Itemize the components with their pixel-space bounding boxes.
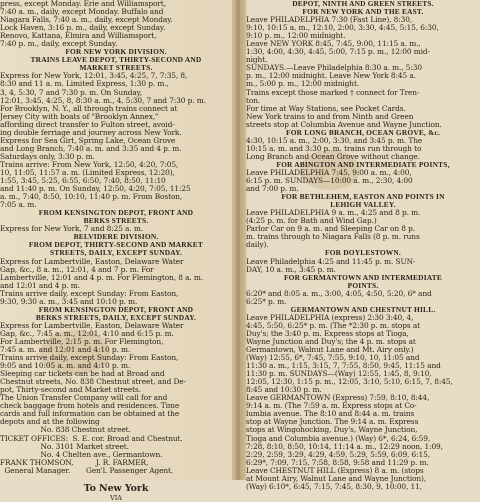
timetable-line: (Way) 6:10*, 6:45, 7:15, 7:45, 8:30, 9, 10:00, 11, — [246, 481, 422, 491]
section-heading: FROM DEPOT, THIRTY-SECOND AND MARKET — [28, 240, 204, 250]
timetable-line: Leave PHILADELPHIA 7:30 (Fast Line), 8:30, — [246, 15, 413, 25]
section-heading: BERKS STREETS, DAILY, EXCEPT SUNDAY. — [35, 312, 197, 322]
section-heading: LEHIGH VALLEY. — [330, 200, 396, 210]
timetable-line: m. trains through to Niagara Falls (8 p. m. runs — [246, 232, 420, 242]
timetable-line: New York trains to and from Ninth and Green — [246, 111, 414, 121]
timetable-line: No. 3101 Market street. — [0, 441, 129, 451]
timetable-line: DAY, 10 a. m., 3:45 p. m. — [246, 264, 336, 274]
timetable-line: 11:30 p. m. SUNDAYS—(Way) 12:55, 1:45, 8, 9:10, — [246, 369, 432, 379]
timetable-line: 12:05, 12:30, 1:15 p. m., 12:05, 3:10, 5:10, 6:15, 7, 8:45, — [246, 377, 453, 387]
timetable-line: Leave NEW YORK 8:45, 7:45, 9:00, 11:15 a. m., — [246, 39, 421, 49]
timetable-line — [0, 475, 232, 483]
timetable-line: Sleeping car tickets can be had at Broad and — [0, 369, 165, 379]
timetable-line: Saturdays only, 3:30 p. m. — [0, 151, 95, 161]
timetable-line: Long Branch and Ocean Grove without change. — [246, 151, 420, 161]
timetable-line: Trains arrive: From New York, 12:50, 4:20, 7:05, — [0, 159, 179, 169]
section-heading: MARKET STREETS. — [79, 63, 153, 73]
section-heading: TRAINS LEAVE DEPOT, THIRTY-SECOND AND — [30, 55, 202, 65]
timetable-line: Express for Sea Girt, Spring Lake, Ocean Grove — [0, 135, 176, 145]
timetable-line: lumbia avenue. The 8:10 and 8:44 a. m. trains — [246, 409, 415, 419]
timetable-line: For Lambertville, 2:15 p. m. For Flemington, — [0, 336, 164, 346]
timetable-line: ing double ferriage and journey across New York. — [0, 127, 182, 137]
timetable-line: No. 838 Chestnut street. — [0, 425, 131, 435]
timetable-line: Germantown, Walnut Lane and Mt. Airy only.) — [246, 345, 414, 355]
timetable-line: check baggage from hotels and residences. Time — [0, 401, 180, 411]
section-heading: GERMANTOWN AND CHESTNUT HILL. — [290, 304, 436, 314]
timetable-line: Leave CHESTNUT HILL (Express) 8 a. m. (stops — [246, 465, 424, 475]
timetable-line: Leave Philadelphia 4:25 and 11:45 p. m. SUN- — [246, 256, 416, 266]
timetable-line: and Long Branch, 7:40 a. m. and 3:35 and 4 p. m. — [0, 143, 182, 153]
timetable-line: and 7:00 p. m. — [246, 184, 299, 194]
section-heading: POINTS. — [347, 280, 379, 290]
timetable-line: 8:30 and 11 a. m. Limited Express, 1:30 p. m., — [0, 79, 169, 89]
timetable-line: No. 4 Chelten ave., Germantown. — [0, 449, 163, 459]
timetable-line: 3, 4, 5:30, 7 and 7:30 p. m. On Sunday, — [0, 87, 143, 97]
timetable-line: 6:29*, 7:09, 7:15, 7:58, 8:58, 9:58 and 11:29 p. m. — [246, 457, 429, 467]
timetable-line: 7:28, 8:10, 8:50, 10:14, 11:14 a. m., 12:29 noon, 1:09, — [246, 441, 443, 451]
timetable-line: For time at Way Stations, see Pocket Cards. — [246, 103, 406, 113]
timetable-line: 7:40 p. m., daily, except Sunday. — [0, 39, 118, 49]
paper-fold-line — [236, 0, 240, 480]
timetable-line: 12:01, 3:45, 4:25, 8, 8:30 a. m., 4, 5:30, 7 and 7:30 p. m. — [0, 95, 206, 105]
section-heading: FROM KENSINGTON DEPOT, FRONT AND — [38, 304, 194, 314]
timetable-line: 9:14 a. m. (The 7:59 a. m. Express stops at Co- — [246, 401, 417, 411]
timetable-line: and 12:01 and 4 p. m. — [0, 280, 80, 290]
section-heading: STREETS, DAILY, EXCEPT SUNDAY. — [49, 248, 183, 258]
timetable-line: stops at Wingohocking, Duy's, Wayne Junction, — [246, 425, 418, 435]
timetable-line: SUNDAYS.—Leave Philadelphia 8:30 a. m., 5:30 — [246, 63, 422, 73]
section-heading: FOR GERMANTOWN AND INTERMEDIATE — [283, 272, 443, 282]
timetable-line: FRANK THOMSON, J. R. FARMER, — [0, 457, 149, 467]
timetable-line: Tioga and Columbia avenue.) (Way) 6*, 6:24, 6:59, — [246, 433, 431, 443]
timetable-line: ton. — [246, 95, 261, 105]
timetable-line: 6:25* p. m. — [246, 296, 287, 306]
timetable-line: Lock Haven, 3:16 p. m., daily, except Sunday. — [0, 23, 166, 33]
timetable-line: Gap, &c., 7:45 a. m., 12:01, 4:10 and 6:15 p. m. — [0, 328, 174, 338]
timetable-line: 1:55, 3:45, 5:25, 6:55, 6:50, 7:40, 8:50, 11:10 — [0, 176, 166, 186]
timetable-line: Niagara Falls, 7:40 a. m., daily, except Monday. — [0, 15, 173, 25]
left-timetable-column — [0, 0, 232, 502]
timetable-line: stop at Wayne Junction. The 9:14 a. m. Express — [246, 417, 419, 427]
timetable-line: streets stop at Columbia Avenue and Wayne Junction. — [246, 119, 442, 129]
timetable-line: Leave PHILADELPHIA (express) 2:30 3:40, 4, — [246, 312, 414, 322]
timetable-line: 2:29, 2:59, 3:29, 4:29, 4:59, 5:29, 5:59, 6:09, 6:15, — [246, 449, 431, 459]
timetable-line: Parlor Car on 9 a. m. and Sleeping Car on 8 p. — [246, 224, 416, 234]
timetable-line: Leave PHILADELPHIA 7:45, 9:00 a. m., 4:00, — [246, 167, 412, 177]
timetable-line: depots and at the following — [0, 417, 100, 427]
timetable-line: Gap, &c., 8 a. m., 12:01, 4 and 7 p. m. For — [0, 264, 154, 274]
section-heading: FOR NEW YORK DIVISION. — [65, 47, 167, 57]
section-heading: BERKS STREETS. — [83, 216, 149, 226]
section-heading: FOR BETHLEHEM, EASTON AND POINTS IN — [281, 192, 445, 202]
ad-title: To New York — [83, 482, 149, 494]
timetable-line: Express for Lambertville, Easton, Delaware Water — [0, 320, 184, 330]
timetable-line: Trains arrive daily, except Sunday: From Easton, — [0, 288, 179, 298]
right-timetable-column — [246, 0, 480, 491]
timetable-line: 7:05 a. m. — [0, 200, 37, 210]
timetable-line: at Mount Airy, Walnut Lane and Wayne Junction), — [246, 473, 427, 483]
timetable-line: 6:20* and 8:05 a. m., 3:00, 4:05, 4:50, 5:20, 6* and — [246, 288, 432, 298]
timetable-line: Wayne Junction and Duy's; the 4 p. m. stops at — [246, 336, 416, 346]
timetable-line: Trains except those marked † connect for Tren- — [246, 87, 420, 97]
timetable-line: Jersey City with boats of "Brooklyn Annex," — [0, 111, 159, 121]
timetable-line: 1:30, 4:00, 4:30, 4:45, 5:00, 7:15 p. m., 12:00 mid- — [246, 47, 430, 57]
timetable-line: 9:05 and 10:05 a. m. and 4:10 p. m. — [0, 361, 131, 371]
timetable-line: For Brooklyn, N. Y., all through trains connect at — [0, 103, 178, 113]
timetable-line: 6:15 p. m. SUNDAYS—10:00 a. m., 2:30, 4:00 — [246, 176, 413, 186]
timetable-line: General Manager. Gen'l. Passenger Agent. — [0, 465, 174, 475]
timetable-line: The Union Transfer Company will call for and — [0, 393, 168, 403]
timetable-line: 4:30, 10:15 a. m., 2:00, 3:30, and 3:45 p. m. The — [246, 135, 423, 145]
timetable-line: Lambertville, 12:01 and 4 p. m. For Flemington, 8 a. m. — [0, 272, 204, 282]
timetable-line: 9:30, 9:30 a. m., 3:45 and 10:10 p. m. — [0, 296, 138, 306]
section-heading: FOR LONG BRANCH, OCEAN GROVE, &c. — [285, 127, 440, 137]
timetable-line: Trains arrive daily, except Sunday: From Easton, — [0, 353, 179, 363]
timetable-line: TICKET OFFICES: S. E. cor. Broad and Chestnut. — [0, 433, 183, 443]
timetable-line: Express for Lambertville, Easton, Delaware Water — [0, 256, 184, 266]
timetable-line: p. m., 12:00 midnight. Leave New York 8:45 a. — [246, 71, 416, 81]
timetable-line: pot, Thirty-second and Market streets. — [0, 385, 141, 395]
timetable-line: Chestnut streets, No. 838 Chestnut street, and De- — [0, 377, 186, 387]
timetable-line: Leave PHILADELPHIA 9 a. m., 4:25 and 8 p. m. — [246, 208, 421, 218]
timetable-line: 4:45, 5:50, 6:25* p. m. (The *2:30 p. m. stops at — [246, 320, 421, 330]
timetable-line: (4:25 p. m. for Bath and Wind Gap.) — [246, 216, 377, 226]
timetable-line: 10, 11:05, 11:57 a. m. (Limited Express, 12:20), — [0, 167, 175, 177]
timetable-line: daily). — [246, 240, 269, 250]
timetable-line: Express for New York, 7 and 8:25 a. m. — [0, 224, 144, 234]
timetable-line: and 11:40 p. m. On Sunday, 12:50, 4:20, 7:05, 11:25 — [0, 184, 191, 194]
timetable-line: 9:10 p. m., 12:00 midnight. — [246, 31, 346, 41]
timetable-line: Duy's; the 3:40 p. m. Express stops at Tioga, — [246, 328, 409, 338]
timetable-line: Renovo, Kattana, Elmira and Williamsport, — [0, 31, 157, 41]
timetable-line: 7:40 a. m., daily, except Monday. Buffalo and — [0, 7, 164, 17]
section-heading: FOR NEW YORK AND THE EAST. — [302, 7, 424, 17]
section-heading: BELVIDERE DIVISION. — [73, 232, 159, 242]
timetable-line: Express for New York, 12:01, 3:45, 4:25, 7, 7:35, 8, — [0, 71, 188, 81]
section-heading: FOR DOYLESTOWN. — [325, 248, 401, 258]
timetable-line: affording direct transfer to Fulton street, avoid- — [0, 119, 175, 129]
timetable-line: VIA — [110, 493, 122, 502]
section-heading: FOR ABINGTON AND INTERMEDIATE POINTS, — [276, 159, 450, 169]
timetable-line: night. — [246, 55, 268, 65]
timetable-line: 7:45 a. m. and 12:01 and 4:10 p. m. — [0, 345, 131, 355]
section-heading: FROM KENSINGTON DEPOT, FRONT AND — [38, 208, 194, 218]
timetable-line: press, except Monday. Erie and Williamsport, — [0, 0, 166, 8]
timetable-line: cards and full information can be obtained at the — [0, 409, 180, 419]
timetable-line: 10:15 a. m. and 3:30 p. m. trains run through to — [246, 143, 422, 153]
timetable-line: m., 5:00 p. m., 12:00 midnight. — [246, 79, 360, 89]
timetable-line: Leave GERMANTOWN (Express) 7:59, 8:10, 8:44, — [246, 393, 430, 403]
timetable-line: 11:30 a. m., 1:15, 3:15, 7, 7:55, 8:50, 9:45, 11:15 and — [246, 361, 441, 371]
timetable-line: 8:45 and 10:30 p. m. — [246, 385, 322, 395]
timetable-line: (Way) 12:55, 6*, 7:45, 7:55, 9:10, 10, 11:05 and — [246, 353, 420, 363]
timetable-line: a. m., 7:40, 8:50, 10:10, 11:40 p. m. From Boston, — [0, 192, 183, 202]
section-heading: DEPOT, NINTH AND GREEN STREETS. — [292, 0, 434, 8]
timetable-line: 9:10, 10:15 a. m., 12:10, 2:00, 3:30, 4:45, 5:15, 6:30, — [246, 23, 439, 33]
